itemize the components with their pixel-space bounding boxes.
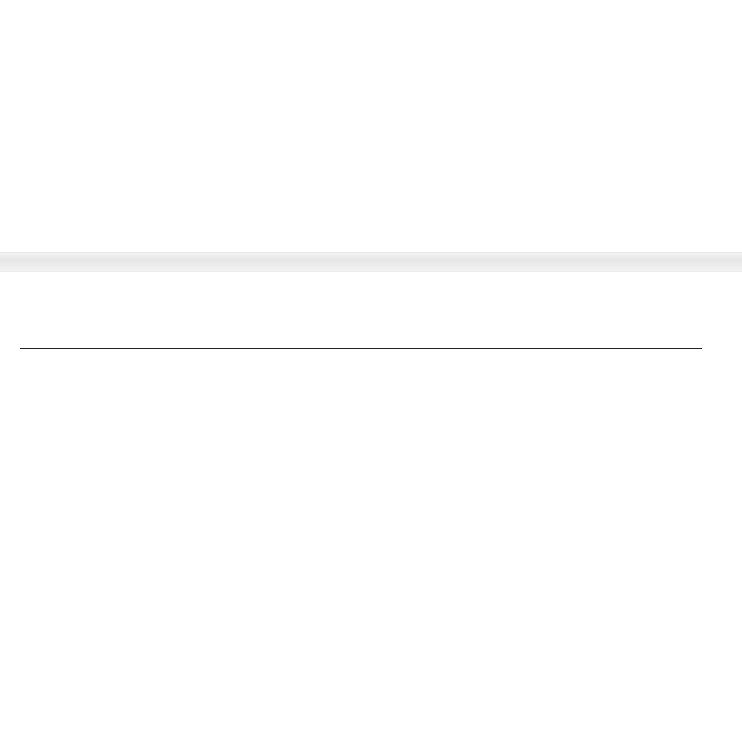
header-rule: [20, 348, 702, 349]
page-break-separator: [0, 252, 742, 272]
